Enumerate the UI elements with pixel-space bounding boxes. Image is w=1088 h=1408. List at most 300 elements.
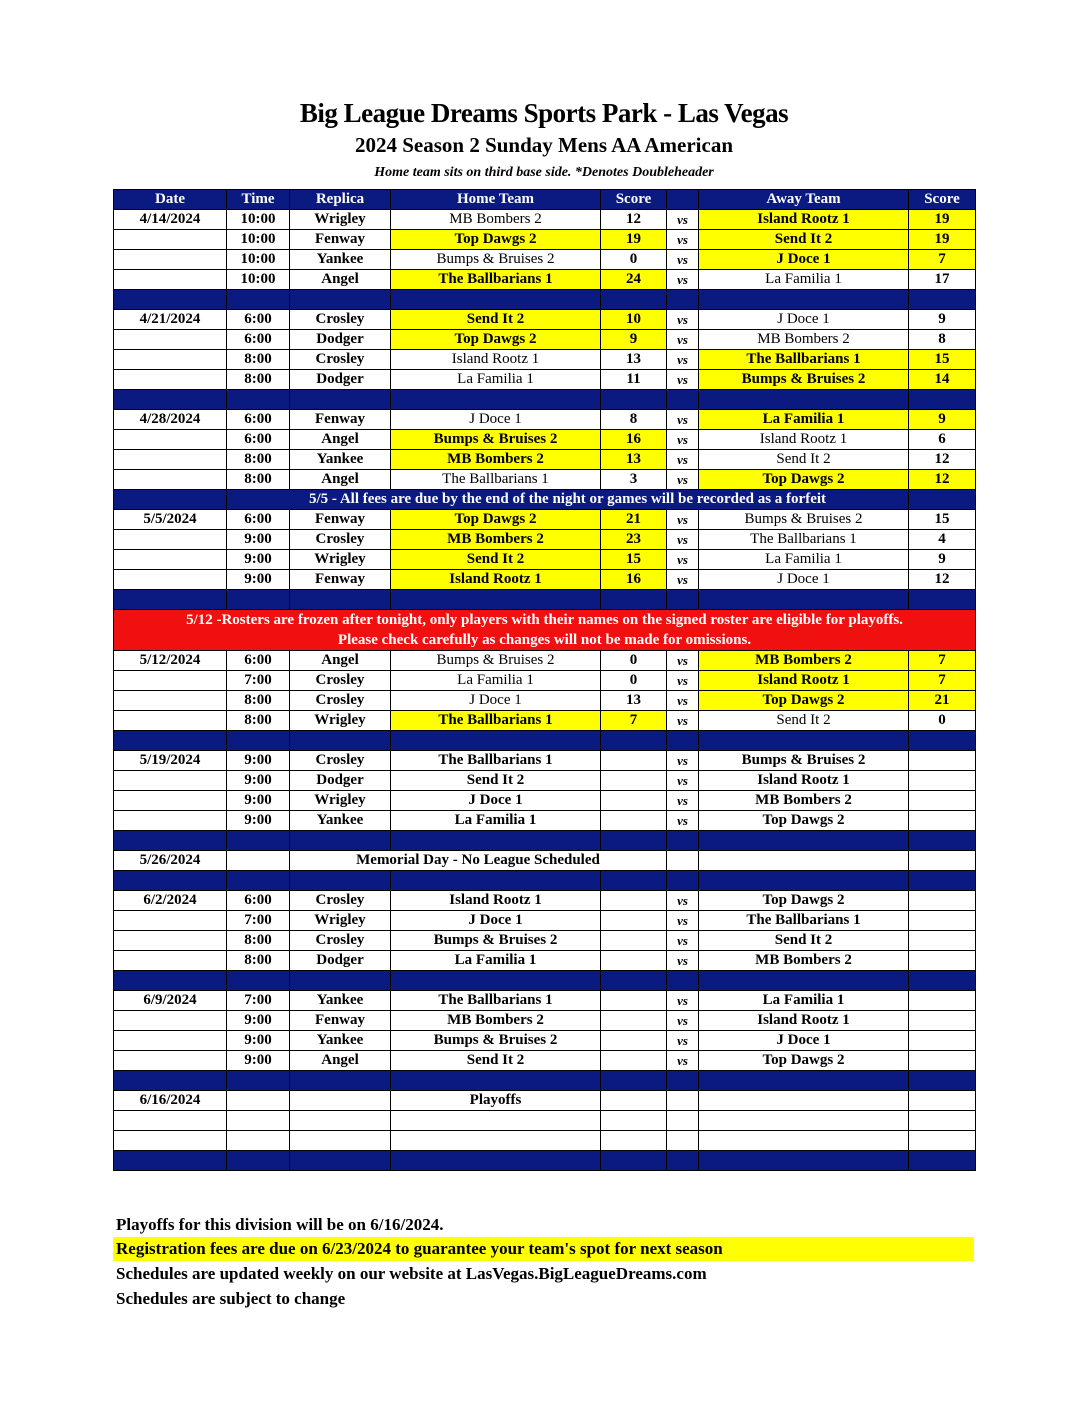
game-time: 6:00 [227,430,290,450]
away-score [909,931,976,951]
separator-cell [601,1071,667,1091]
away-team: La Familia 1 [699,270,909,290]
separator-cell [290,290,391,310]
empty-cell [667,1131,699,1151]
game-date [114,951,227,971]
field-name: Fenway [290,230,391,250]
home-score [601,811,667,831]
empty-cell [699,1131,909,1151]
notice-cell [114,490,227,510]
vs-label: vs [667,651,699,671]
separator-cell [290,731,391,751]
vs-label: vs [667,1011,699,1031]
separator-cell [227,290,290,310]
away-team: MB Bombers 2 [699,330,909,350]
vs-label: vs [667,691,699,711]
home-score [601,791,667,811]
game-row [114,230,976,250]
away-team: Bumps & Bruises 2 [699,751,909,771]
separator-cell [699,1151,909,1171]
separator-cell [391,1071,601,1091]
away-score [909,1051,976,1071]
away-team: MB Bombers 2 [699,651,909,671]
separator-cell [290,590,391,610]
empty-cell [290,1111,391,1131]
away-score: 9 [909,310,976,330]
game-row [114,891,976,911]
game-time: 9:00 [227,570,290,590]
home-score: 11 [601,370,667,390]
home-team: Send It 2 [391,771,601,791]
home-score: 12 [601,210,667,230]
game-date [114,330,227,350]
vs-label: vs [667,570,699,590]
home-score [601,991,667,1011]
separator-row [114,290,976,310]
separator-cell [114,1151,227,1171]
home-score: 24 [601,270,667,290]
notice-cell [909,490,976,510]
vs-label: vs [667,450,699,470]
vs-label: vs [667,911,699,931]
away-team: J Doce 1 [699,1031,909,1051]
column-header-vs [667,190,699,210]
game-date [114,931,227,951]
separator-cell [699,390,909,410]
vs-label: vs [667,530,699,550]
game-date: 5/26/2024 [114,851,227,871]
game-row [114,510,976,530]
home-team: The Ballbarians 1 [391,751,601,771]
roster-alert [114,610,976,651]
separator-cell [227,390,290,410]
holiday-message: Memorial Day - No League Scheduled [290,851,667,871]
game-time: 9:00 [227,1031,290,1051]
away-score: 21 [909,691,976,711]
away-team: Send It 2 [699,931,909,951]
game-date [114,771,227,791]
empty-cell [909,1111,976,1131]
vs-label: vs [667,991,699,1011]
away-score: 9 [909,550,976,570]
away-team: Bumps & Bruises 2 [699,370,909,390]
game-row [114,550,976,570]
vs-label: vs [667,550,699,570]
separator-row [114,390,976,410]
home-team: Send It 2 [391,550,601,570]
game-time: 6:00 [227,410,290,430]
empty-cell [391,1111,601,1131]
empty-cell [227,1131,290,1151]
column-header-replica: Replica [290,190,391,210]
game-row [114,210,976,230]
separator-cell [667,831,699,851]
empty-cell [227,1111,290,1131]
away-score [909,951,976,971]
field-name: Crosley [290,671,391,691]
separator-row [114,731,976,751]
field-name: Yankee [290,250,391,270]
separator-cell [227,971,290,991]
game-row [114,951,976,971]
game-row [114,350,976,370]
game-row [114,791,976,811]
separator-cell [909,731,976,751]
away-team: The Ballbarians 1 [699,530,909,550]
vs-label: vs [667,951,699,971]
away-team: Send It 2 [699,711,909,731]
separator-cell [227,831,290,851]
game-date [114,1011,227,1031]
away-score: 19 [909,210,976,230]
field-name: Angel [290,270,391,290]
home-team: Bumps & Bruises 2 [391,1031,601,1051]
game-date [114,430,227,450]
vs-label: vs [667,791,699,811]
field-name: Crosley [290,931,391,951]
game-date [114,230,227,250]
home-score: 21 [601,510,667,530]
vs-label: vs [667,751,699,771]
vs-label: vs [667,470,699,490]
away-score: 7 [909,671,976,691]
game-row [114,711,976,731]
home-score: 9 [601,330,667,350]
away-score [909,791,976,811]
game-row [114,370,976,390]
game-time: 9:00 [227,811,290,831]
home-score [601,951,667,971]
empty-cell [667,1091,699,1111]
footer-registration: Registration fees are due on 6/23/2024 to guarantee your team's spot for next season [113,1237,974,1261]
game-row [114,410,976,430]
separator-cell [227,1151,290,1171]
game-date: 6/2/2024 [114,891,227,911]
game-row [114,330,976,350]
separator-row [114,590,976,610]
separator-cell [114,590,227,610]
away-team: Top Dawgs 2 [699,891,909,911]
game-date: 6/9/2024 [114,991,227,1011]
separator-cell [114,290,227,310]
game-time: 6:00 [227,330,290,350]
empty-cell [114,1131,227,1151]
notice-row [114,490,976,510]
field-name: Wrigley [290,711,391,731]
home-score: 16 [601,430,667,450]
separator-row [114,831,976,851]
field-name: Crosley [290,891,391,911]
empty-cell [667,1111,699,1131]
empty-cell [601,1131,667,1151]
home-score: 0 [601,250,667,270]
separator-cell [114,731,227,751]
away-team: Top Dawgs 2 [699,691,909,711]
vs-label: vs [667,210,699,230]
away-team: Island Rootz 1 [699,671,909,691]
field-name: Angel [290,430,391,450]
game-time: 8:00 [227,691,290,711]
separator-cell [391,731,601,751]
vs-label: vs [667,370,699,390]
away-score [909,1031,976,1051]
separator-cell [699,290,909,310]
separator-cell [601,290,667,310]
away-team: J Doce 1 [699,250,909,270]
separator-cell [391,290,601,310]
separator-cell [667,1071,699,1091]
home-score [601,931,667,951]
home-team: J Doce 1 [391,791,601,811]
separator-cell [290,390,391,410]
separator-cell [391,871,601,891]
fees-notice: 5/5 - All fees are due by the end of the night or games will be recorded as a forfeit [227,490,909,510]
away-score: 12 [909,470,976,490]
away-score [909,911,976,931]
game-date: 5/12/2024 [114,651,227,671]
field-name: Angel [290,1051,391,1071]
game-date [114,450,227,470]
separator-cell [391,390,601,410]
empty-cell [391,1131,601,1151]
separator-cell [290,1071,391,1091]
game-time: 6:00 [227,891,290,911]
game-date [114,671,227,691]
page-subtitle: 2024 Season 2 Sunday Mens AA American [354,133,734,157]
home-team: Top Dawgs 2 [391,230,601,250]
game-date [114,691,227,711]
separator-cell [667,590,699,610]
separator-cell [699,1071,909,1091]
separator-cell [114,390,227,410]
field-name: Crosley [290,310,391,330]
game-time: 10:00 [227,270,290,290]
game-date [114,530,227,550]
away-score: 15 [909,510,976,530]
vs-label: vs [667,270,699,290]
page-title: Big League Dreams Sports Park - Las Vegas [299,98,789,128]
away-team: MB Bombers 2 [699,951,909,971]
away-team: La Familia 1 [699,550,909,570]
game-row [114,250,976,270]
field-name: Crosley [290,530,391,550]
home-team: Island Rootz 1 [391,350,601,370]
home-team: MB Bombers 2 [391,210,601,230]
field-name: Dodger [290,771,391,791]
empty-cell [114,1111,227,1131]
game-row [114,771,976,791]
home-score [601,1011,667,1031]
separator-cell [114,971,227,991]
away-score [909,851,976,871]
field-name: Wrigley [290,911,391,931]
separator-cell [391,971,601,991]
home-score: 10 [601,310,667,330]
game-time: 6:00 [227,310,290,330]
home-score: 13 [601,350,667,370]
game-row [114,470,976,490]
game-time: 6:00 [227,510,290,530]
home-team: The Ballbarians 1 [391,470,601,490]
separator-cell [909,290,976,310]
vs-label: vs [667,410,699,430]
separator-cell [227,590,290,610]
away-team: J Doce 1 [699,570,909,590]
game-date: 4/28/2024 [114,410,227,430]
game-time: 10:00 [227,250,290,270]
field-name: Angel [290,651,391,671]
column-header-home-score: Score [601,190,667,210]
away-score: 14 [909,370,976,390]
vs-label: vs [667,771,699,791]
empty-row [114,1111,976,1131]
game-date [114,1051,227,1071]
away-team: Send It 2 [699,450,909,470]
home-team: MB Bombers 2 [391,450,601,470]
separator-cell [290,971,391,991]
separator-cell [667,1151,699,1171]
away-score: 4 [909,530,976,550]
separator-cell [909,1151,976,1171]
separator-cell [909,831,976,851]
game-date [114,1031,227,1051]
game-row [114,991,976,1011]
vs-label: vs [667,891,699,911]
home-score [601,1051,667,1071]
home-team: The Ballbarians 1 [391,991,601,1011]
game-time: 9:00 [227,1011,290,1031]
home-team: La Familia 1 [391,951,601,971]
separator-row [114,971,976,991]
column-header-away-team: Away Team [699,190,909,210]
separator-cell [667,290,699,310]
game-time: 10:00 [227,210,290,230]
separator-cell [114,831,227,851]
game-time: 9:00 [227,550,290,570]
away-team: Send It 2 [699,230,909,250]
vs-label: vs [667,1031,699,1051]
separator-cell [114,871,227,891]
game-date [114,350,227,370]
separator-cell [601,971,667,991]
game-time: 8:00 [227,450,290,470]
separator-row [114,871,976,891]
game-date [114,911,227,931]
field-name: Fenway [290,510,391,530]
game-time: 9:00 [227,1051,290,1071]
empty-cell [699,1111,909,1131]
empty-cell [601,1111,667,1131]
game-time: 7:00 [227,911,290,931]
field-name: Yankee [290,991,391,1011]
game-date [114,711,227,731]
game-time: 9:00 [227,530,290,550]
away-score: 15 [909,350,976,370]
home-team: Bumps & Bruises 2 [391,250,601,270]
away-score [909,751,976,771]
table-header [114,190,976,210]
game-row [114,1011,976,1031]
time [227,851,290,871]
separator-cell [391,1151,601,1171]
game-row [114,430,976,450]
home-score: 13 [601,450,667,470]
field-name: Crosley [290,751,391,771]
away-score [909,1011,976,1031]
column-header-home-team: Home Team [391,190,601,210]
game-date [114,470,227,490]
playoff-row [114,1091,976,1111]
separator-cell [909,390,976,410]
game-date [114,570,227,590]
away-score: 0 [909,711,976,731]
time [227,1091,290,1111]
separator-cell [114,1071,227,1091]
home-team: Bumps & Bruises 2 [391,931,601,951]
footer-website: Schedules are updated weekly on our website at LasVegas.BigLeagueDreams.com [116,1264,707,1283]
vs-label: vs [667,671,699,691]
separator-cell [601,831,667,851]
separator-cell [227,871,290,891]
column-header-away-score: Score [909,190,976,210]
game-date: 4/21/2024 [114,310,227,330]
separator-cell [909,971,976,991]
game-date [114,370,227,390]
vs-label: vs [667,711,699,731]
vs-label: vs [667,931,699,951]
vs-label: vs [667,510,699,530]
replica [290,1091,391,1111]
game-row [114,530,976,550]
home-team: Bumps & Bruises 2 [391,430,601,450]
separator-cell [699,871,909,891]
separator-row [114,1151,976,1171]
away-score: 6 [909,430,976,450]
home-score: 15 [601,550,667,570]
separator-cell [667,731,699,751]
away-team: J Doce 1 [699,310,909,330]
home-score [601,911,667,931]
separator-cell [699,590,909,610]
game-time: 7:00 [227,991,290,1011]
empty-cell [909,1131,976,1151]
field-name: Dodger [290,370,391,390]
field-name: Yankee [290,1031,391,1051]
page-note: Home team sits on third base side. *Denotes Doubleheader [374,165,714,180]
separator-cell [667,390,699,410]
game-time: 6:00 [227,651,290,671]
vs-label: vs [667,350,699,370]
game-time: 8:00 [227,951,290,971]
game-time: 9:00 [227,791,290,811]
separator-cell [601,1151,667,1171]
game-row [114,811,976,831]
separator-cell [391,831,601,851]
empty-cell [909,1091,976,1111]
game-date [114,791,227,811]
vs-label: vs [667,330,699,350]
home-team: The Ballbarians 1 [391,270,601,290]
game-row [114,751,976,771]
away-score: 12 [909,450,976,470]
away-team: Island Rootz 1 [699,771,909,791]
home-team: Send It 2 [391,310,601,330]
field-name: Fenway [290,410,391,430]
empty-cell [290,1131,391,1151]
game-row [114,1031,976,1051]
footer-disclaimer: Schedules are subject to change [116,1289,346,1308]
home-team: J Doce 1 [391,911,601,931]
